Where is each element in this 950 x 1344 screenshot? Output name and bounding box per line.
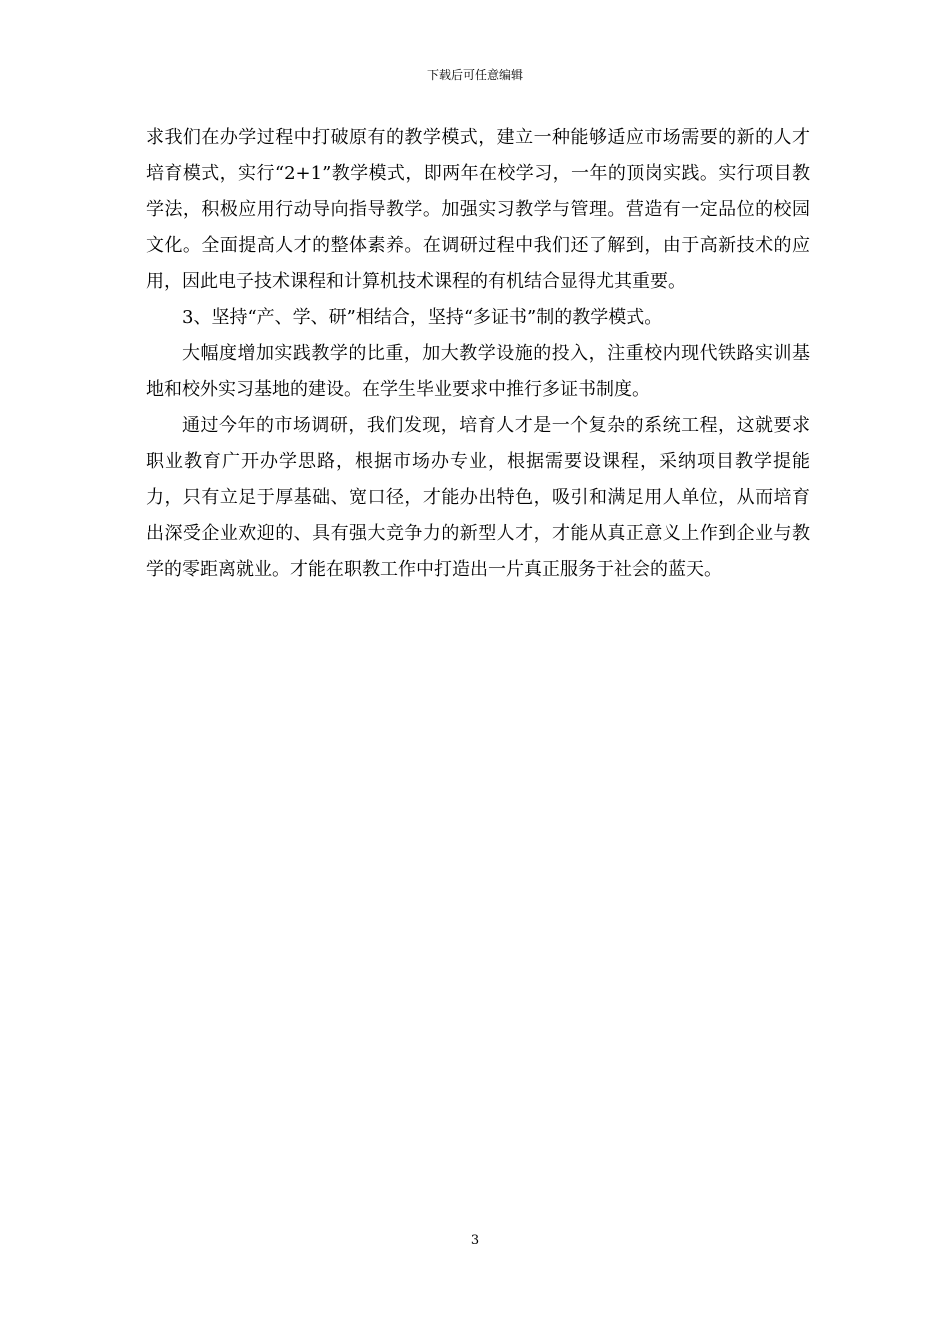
paragraph-conclusion: 通过今年的市场调研，我们发现，培育人才是一个复杂的系统工程，这就要求职业教育广开办学思路，根据市场办专业，根据需要设课程，采纳项目教学提能力，只有立足于厚基础、宽口径，才能办出特色，吸引和满足用人单位，从而培育出深受企业欢迎的、具有强大竞争力的新型人才，才能从真正意义上作到企业与教学的零距离就业。才能在职教工作中打造出一片真正服务于社会的蓝天。 [146,415,810,580]
paragraph-heading-3: 3、坚持“产、学、研”相结合，坚持“多证书”制的教学模式。 [182,307,663,328]
page-header: 下载后可任意编辑 [426,68,523,82]
document-body [146,120,810,588]
paragraph-practice: 大幅度增加实践教学的比重，加大教学设施的投入，注重校内现代铁路实训基地和校外实习基地的建设。在学生毕业要求中推行多证书制度。 [146,343,810,400]
page-number: 3 [470,1233,480,1248]
paragraph-continuation: 求我们在办学过程中打破原有的教学模式，建立一种能够适应市场需要的新的人才培育模式，实行“2+1”教学模式，即两年在校学习，一年的顶岗实践。实行项目教学法，积极应用行动导向指导教学。加强实习教学与管理。营造有一定品位的校园文化。全面提高人才的整体素养。在调研过程中我们还了解到，由于高新技术的应用，因此电子技术课程和计算机技术课程的有机结合显得尤其重要。 [146,127,810,292]
